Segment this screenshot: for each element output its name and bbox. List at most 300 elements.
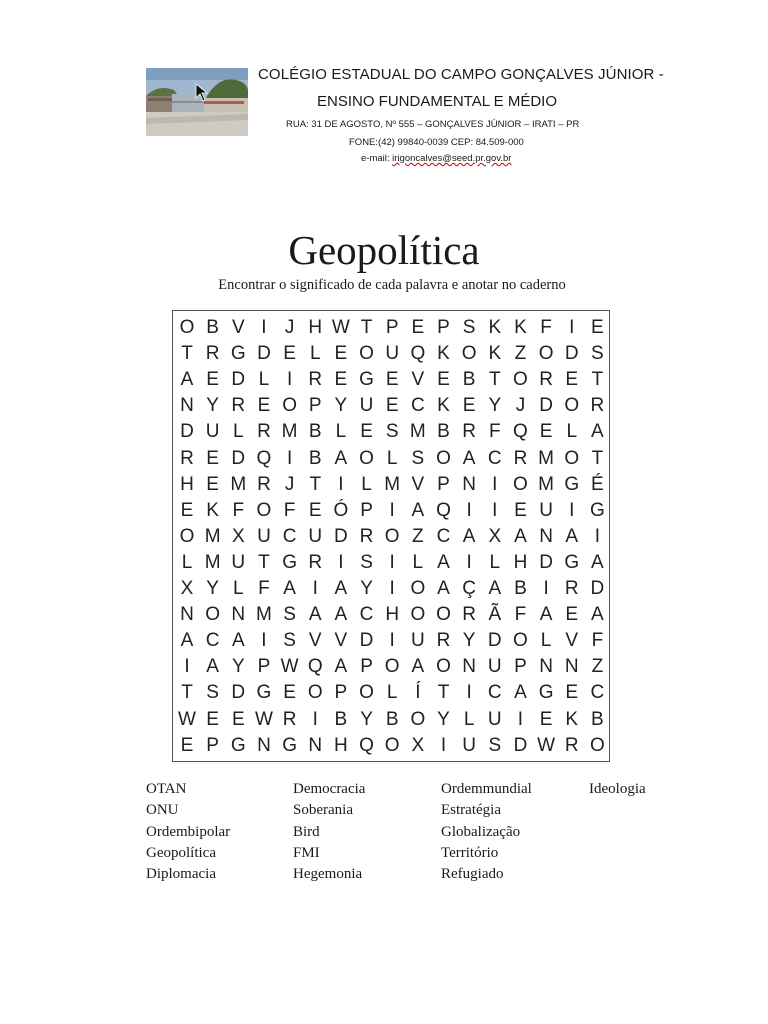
grid-letter: V [231,317,245,338]
grid-letter: T [360,317,373,338]
grid-letter: E [334,369,348,391]
grid-letter: C [436,525,451,547]
grid-letter: E [462,395,476,417]
grid-letter: I [517,708,524,730]
grid-letter: O [384,525,400,547]
grid-letter: Ó [333,499,349,521]
grid-letter: N [564,656,579,678]
grid-letter: P [308,395,322,417]
grid-letter: J [284,473,295,495]
grid-letter: N [539,656,553,678]
grid-letter: X [488,525,502,547]
grid-letter: A [334,447,348,469]
grid-letter: R [564,734,579,756]
grid-row [173,447,609,471]
grid-row [173,551,609,575]
grid-letter: R [359,525,374,547]
grid-letter: Ã [488,604,502,626]
school-email [361,153,511,164]
grid-letter: Z [591,656,604,678]
grid-letter: I [466,551,472,573]
grid-letter: E [539,421,553,443]
grid-letter: O [461,343,477,365]
grid-letter: U [205,421,220,443]
grid-letter: C [205,630,220,652]
grid-letter: B [514,578,527,599]
word-list-item: Ordembipolar [146,823,231,840]
grid-letter: I [338,551,344,573]
grid-letter: Z [514,343,527,365]
grid-letter: N [462,656,476,678]
grid-letter: E [308,499,322,521]
grid-letter: R [180,447,194,469]
grid-letter: L [386,682,398,704]
grid-letter: W [254,708,273,730]
grid-letter: D [513,734,528,756]
grid-letter: T [591,369,604,391]
grid-letter: I [594,525,601,547]
grid-letter: É [591,473,604,495]
grid-letter: I [261,630,267,652]
grid-letter: Y [462,630,476,652]
grid-letter: E [539,708,553,730]
grid-letter: C [282,525,297,547]
grid-letter: A [437,578,450,599]
grid-row [173,577,609,601]
grid-letter: R [462,604,476,626]
grid-letter: B [334,708,348,730]
grid-letter: H [513,551,528,573]
grid-letter: D [257,343,271,365]
grid-letter: O [359,447,374,469]
grid-letter: U [359,395,374,417]
grid-letter: X [180,578,194,599]
grid-letter: Q [359,734,374,756]
grid-letter: U [487,656,502,678]
grid-letter: M [256,604,272,626]
grid-letter: F [488,421,501,443]
grid-letter: G [359,369,374,391]
grid-row [173,420,609,444]
grid-letter: I [466,499,472,521]
grid-letter: K [514,317,527,338]
grid-letter: M [230,473,247,495]
grid-letter: O [282,395,297,417]
grid-letter: C [590,682,605,704]
grid-letter: O [205,604,221,626]
school-name: COLÉGIO ESTADUAL DO CAMPO GONÇALVES JÚNIOR - [258,66,664,83]
grid-letter: O [256,499,272,521]
grid-letter: Z [412,525,424,547]
word-list-item: Globalização [441,823,521,840]
grid-letter: L [258,369,270,391]
grid-letter: E [411,317,425,338]
grid-letter: D [539,551,553,573]
grid-letter: V [334,630,348,652]
word-list-item: Hegemonia [293,866,363,883]
grid-letter: F [591,630,604,652]
grid-letter: A [411,499,425,521]
grid-letter: E [385,395,399,417]
grid-letter: E [565,604,579,626]
grid-letter: E [437,369,450,391]
grid-letter: O [179,317,195,338]
grid-letter: O [384,734,400,756]
word-list-item: OTAN [146,781,187,797]
grid-letter: P [360,499,373,521]
grid-letter: E [283,343,296,365]
word-list-item: Refugiado [441,866,504,883]
word-search-grid [172,310,610,762]
grid-letter: P [206,734,219,756]
grid-letter: N [180,604,194,626]
grid-letter: L [309,343,321,365]
grid-letter: R [462,421,476,443]
grid-letter: R [257,421,271,443]
grid-letter: H [385,604,400,626]
grid-letter: Y [437,708,450,730]
word-list-item: Soberania [293,802,353,819]
grid-letter: L [386,447,398,469]
grid-letter: O [513,473,528,495]
grid-letter: E [206,708,219,730]
grid-letter: K [206,499,219,521]
grid-letter: U [231,551,246,573]
grid-row [173,734,609,758]
grid-letter: A [334,604,348,626]
grid-letter: L [463,708,475,730]
grid-letter: I [466,682,472,704]
grid-letter: E [180,734,194,756]
grid-row [173,473,609,497]
grid-letter: A [411,656,425,678]
grid-letter: F [283,499,296,521]
grid-letter: A [591,604,604,626]
grid-letter: L [361,473,372,495]
grid-letter: A [334,578,348,599]
grid-letter: B [591,708,604,730]
word-list-item: FMI [293,844,320,861]
grid-letter: A [437,551,450,573]
grid-letter: I [492,499,498,521]
grid-letter: D [231,682,246,704]
grid-letter: T [309,473,322,495]
grid-letter: C [487,682,502,704]
grid-letter: J [284,317,295,338]
grid-letter: E [334,343,348,365]
grid-letter: R [539,369,553,391]
grid-letter: Y [231,656,245,678]
grid-letter: G [230,734,246,756]
grid-letter: S [283,630,296,652]
grid-letter: S [360,551,373,573]
grid-letter: O [410,578,426,599]
grid-letter: R [282,708,297,730]
grid-letter: D [487,630,502,652]
word-list-item: Estratégia [441,802,501,819]
grid-letter: M [281,421,298,443]
grid-letter: B [385,708,399,730]
grid-letter: A [180,630,194,652]
grid-letter: T [181,343,193,365]
grid-letter: P [257,656,271,678]
grid-letter: T [437,682,450,704]
grid-letter: K [488,317,502,338]
grid-letter: A [514,682,527,704]
grid-letter: S [488,734,502,756]
grid-letter: Y [360,578,373,599]
grid-letter: A [334,656,348,678]
grid-row [173,629,609,653]
grid-letter: D [180,421,194,443]
grid-letter: M [204,525,221,547]
grid-letter: L [412,551,424,573]
grid-letter: S [462,317,476,338]
word-list-item: Geopolítica [146,844,216,861]
grid-letter: D [334,525,348,547]
grid-letter: E [360,421,373,443]
grid-letter: P [437,473,450,495]
grid-letter: F [232,499,245,521]
grid-letter: I [389,630,395,652]
grid-letter: R [257,473,271,495]
grid-letter: L [335,421,347,443]
word-list-item: Ordemmundial [441,781,532,797]
grid-letter: E [180,499,194,521]
grid-letter: S [206,682,219,704]
grid-letter: M [538,473,554,495]
grid-letter: P [334,682,348,704]
grid-letter: O [384,656,400,678]
grid-letter: G [230,343,246,365]
grid-letter: A [591,421,604,443]
grid-letter: Q [256,447,272,469]
grid-letter: S [411,447,425,469]
grid-letter: U [257,525,271,547]
grid-letter: R [205,343,220,365]
grid-letter: U [487,708,502,730]
grid-letter: W [178,708,196,730]
grid-letter: H [308,317,323,338]
grid-letter: G [590,499,605,521]
grid-letter: O [179,525,195,547]
grid-letter: I [543,578,549,599]
grid-letter: Y [488,395,502,417]
grid-letter: I [389,551,395,573]
grid-letter: T [258,551,270,573]
grid-letter: O [436,656,451,678]
grid-letter: F [540,317,552,338]
grid-letter: E [257,395,271,417]
grid-letter: O [513,369,528,391]
grid-letter: N [180,395,194,417]
email-label: e-mail: [361,153,393,164]
grid-letter: N [462,473,476,495]
word-list-item: Diplomacia [146,866,216,883]
grid-letter: D [564,343,579,365]
grid-letter: I [286,447,293,469]
grid-letter: K [437,343,450,365]
grid-letter: U [539,499,553,521]
grid-letter: W [331,317,350,338]
grid-letter: V [308,630,322,652]
grid-letter: V [565,630,579,652]
grid-letter: Í [415,682,421,704]
grid-letter: J [515,395,526,417]
grid-row [173,316,609,340]
grid-letter: W [537,734,556,756]
grid-letter: R [436,630,451,652]
grid-letter: V [411,473,425,495]
grid-letter: I [569,317,575,338]
grid-letter: M [384,473,401,495]
page-title: Geopolítica [288,227,480,273]
grid-letter: E [206,447,219,469]
grid-letter: O [564,447,580,469]
grid-letter: T [488,369,501,391]
grid-letter: L [566,421,578,443]
grid-letter: O [307,682,323,704]
grid-letter: S [385,421,399,443]
grid-letter: O [513,630,528,652]
grid-letter: Y [206,395,219,417]
grid-letter: E [565,369,579,391]
grid-letter: E [565,682,579,704]
grid-letter: E [206,473,219,495]
grid-letter: K [565,708,579,730]
grid-letter: A [283,578,296,599]
grid-letter: E [206,369,219,391]
grid-letter: X [411,734,425,756]
grid-letter: T [181,682,193,704]
grid-letter: I [312,708,318,730]
grid-letter: N [539,525,553,547]
grid-letter: Q [307,656,323,678]
grid-letter: I [440,734,447,756]
grid-letter: Y [360,708,373,730]
grid-letter: C [410,395,425,417]
grid-letter: W [280,656,299,678]
grid-letter: G [538,682,554,704]
grid-letter: I [261,317,267,338]
grid-letter: I [569,499,575,521]
school-level: ENSINO FUNDAMENTAL E MÉDIO [317,93,558,110]
grid-letter: P [360,656,373,678]
grid-letter: D [231,369,246,391]
grid-letter: O [436,604,451,626]
grid-letter: R [590,395,605,417]
grid-letter: O [359,682,374,704]
grid-letter: A [514,525,527,547]
grid-letter: L [181,551,193,573]
grid-letter: E [231,708,245,730]
grid-letter: O [359,343,374,365]
grid-letter: K [437,395,450,417]
grid-letter: M [204,551,221,573]
grid-letter: A [591,551,604,573]
grid-letter: B [308,447,322,469]
grid-letter: G [256,682,272,704]
grid-letter: G [282,551,297,573]
grid-letter: Q [436,499,451,521]
grid-letter: S [283,604,296,626]
grid-letter: D [590,578,605,599]
grid-letter: E [514,499,527,521]
grid-letter: O [436,447,451,469]
grid-letter: E [385,369,399,391]
grid-letter: I [338,473,344,495]
grid-letter: L [233,578,244,599]
grid-letter: A [231,630,245,652]
grid-letter: F [514,604,527,626]
grid-letter: M [538,447,554,469]
grid-letter: Ç [462,578,476,599]
grid-letter: U [462,734,476,756]
grid-letter: U [410,630,425,652]
grid-row [173,525,609,549]
grid-letter: R [564,578,579,599]
grid-letter: D [359,630,374,652]
grid-letter: Y [206,578,219,599]
grid-letter: K [488,343,502,365]
grid-letter: R [513,447,528,469]
grid-letter: Y [334,395,348,417]
grid-letter: O [538,343,554,365]
grid-letter: F [258,578,270,599]
grid-letter: I [312,578,318,599]
grid-letter: N [231,604,246,626]
grid-row [173,708,609,732]
word-list-item: Bird [293,823,320,840]
grid-letter: U [385,343,400,365]
school-phone: FONE:(42) 99840-0039 CEP: 84.509-000 [349,137,524,148]
grid-letter: G [282,734,297,756]
grid-letter: L [489,551,501,573]
grid-letter: B [462,369,476,391]
grid-letter: I [184,656,190,678]
grid-letter: O [564,395,580,417]
grid-letter: X [231,525,245,547]
grid-letter: V [411,369,425,391]
grid-letter: P [437,317,450,338]
grid-letter: A [308,604,322,626]
grid-row [173,368,609,392]
instructions: Encontrar o significado de cada palavra e anotar no caderno [218,277,566,293]
grid-letter: I [389,578,395,599]
grid-letter: C [487,447,502,469]
grid-letter: B [206,317,219,338]
grid-letter: S [591,343,604,365]
grid-letter: O [410,604,426,626]
grid-letter: D [231,447,246,469]
grid-letter: B [308,421,322,443]
grid-letter: H [334,734,348,756]
grid-letter: L [540,630,552,652]
grid-letter: A [206,656,219,678]
grid-row [173,603,609,627]
grid-letter: A [539,604,553,626]
grid-row [173,655,609,679]
school-address: RUA: 31 DE AGOSTO, Nº 555 – GONÇALVES JÚNIOR – IRATI – PR [286,119,580,130]
grid-row [173,681,609,705]
grid-letter: A [462,447,476,469]
grid-letter: G [564,473,580,495]
email-address: irigoncalves@seed.pr.gov.br [392,153,512,164]
grid-row [173,394,609,418]
grid-letter: I [389,499,395,521]
grid-letter: U [308,525,323,547]
grid-letter: R [308,551,323,573]
